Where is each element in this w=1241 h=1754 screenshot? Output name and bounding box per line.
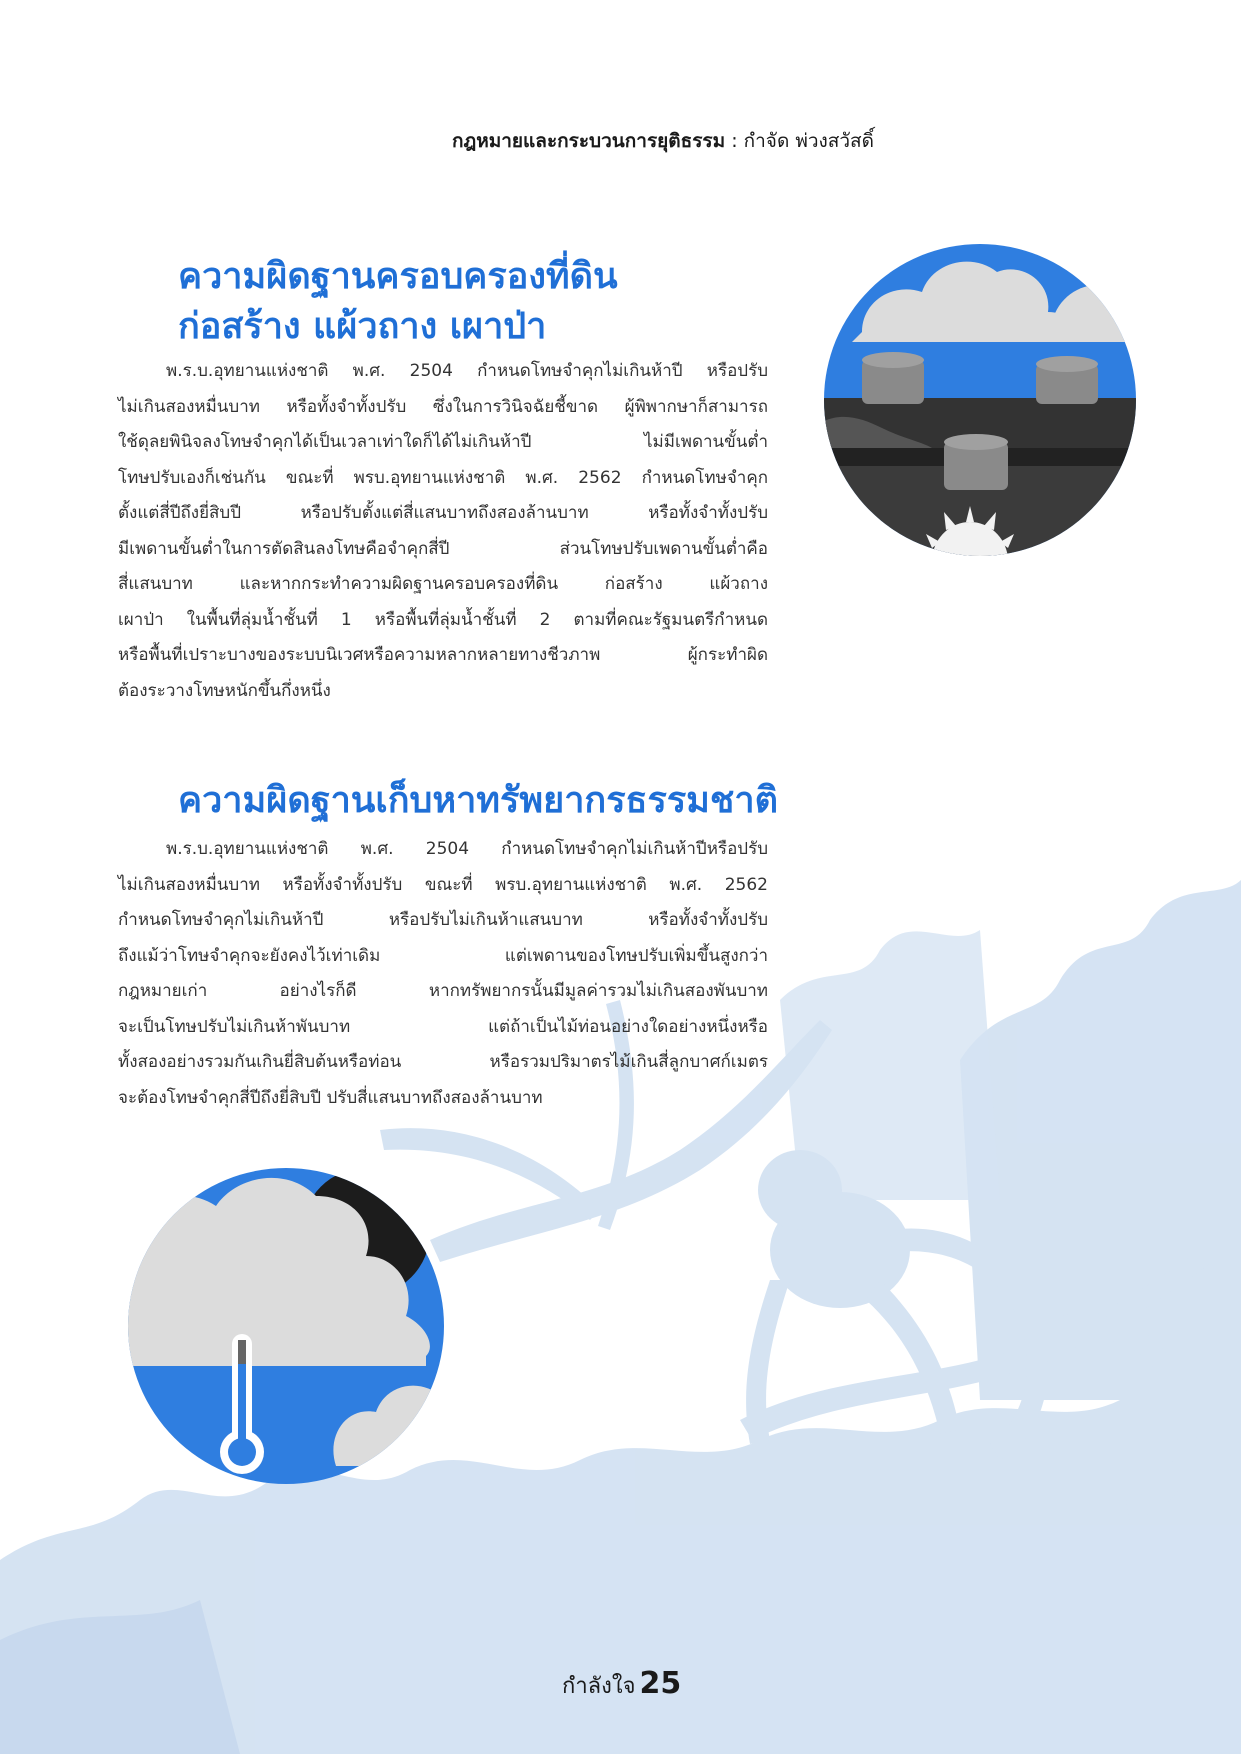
running-header (0, 126, 874, 156)
text-line: ใช้ดุลยพินิจลงโทษจำคุกได้เป็นเวลาเท่าใดก็ได้ไม่เกินห้าปี ไม่มีเพดานขั้นต่ำ (118, 432, 768, 452)
section1-heading (178, 252, 618, 352)
text-line: กฎหมายเก่า อย่างไรก็ดี หากทรัพยากรนั้นมีมูลค่ารวมไม่เกินสองพันบาท (118, 981, 768, 1001)
thermometer-cloud-circle-illustration (126, 1166, 446, 1486)
text-line: โทษปรับเองก็เช่นกัน ขณะที่ พรบ.อุทยานแห่งชาติ พ.ศ. 2562 กำหนดโทษจำคุก (118, 467, 768, 488)
page-number: 25 (639, 1666, 682, 1701)
section1-body (118, 354, 768, 709)
section2-body (118, 832, 768, 1116)
text-line: ไม่เกินสองหมื่นบาท หรือทั้งจำทั้งปรับ ซึ่งในการวินิจฉัยชี้ขาด ผู้พิพากษาก็สามารถ (118, 396, 768, 417)
section1-heading-line1: ความผิดฐานครอบครองที่ดิน (178, 256, 618, 297)
text-line: ต้องระวางโทษหนักขึ้นกึ่งหนึ่ง (118, 680, 331, 701)
header-author: : กำจัด พ่วงสวัสดิ์ (725, 130, 874, 152)
section2-heading (178, 776, 778, 826)
section1-heading-line2: ก่อสร้าง แผ้วถาง เผาป่า (178, 306, 547, 347)
text-line: เผาป่า ในพื้นที่ลุ่มน้ำชั้นที่ 1 หรือพื้นที่ลุ่มน้ำชั้นที่ 2 ตามที่คณะรัฐมนตรีกำหนด (118, 609, 768, 630)
text-line: พ.ร.บ.อุทยานแห่งชาติ พ.ศ. 2504 กำหนดโทษจำคุกไม่เกินห้าปี หรือปรับ (166, 361, 768, 381)
text-line: ไม่เกินสองหมื่นบาท หรือทั้งจำทั้งปรับ ขณะที่ พรบ.อุทยานแห่งชาติ พ.ศ. 2562 (118, 874, 768, 895)
footer-label: กำลังใจ (562, 1674, 636, 1699)
tree-stump-circle-illustration (822, 242, 1138, 558)
text-line: จะต้องโทษจำคุกสี่ปีถึงยี่สิบปี ปรับสี่แสนบาทถึงสองล้านบาท (118, 1087, 543, 1108)
text-line: หรือพื้นที่เปราะบางของระบบนิเวศหรือความหลากหลายทางชีวภาพ ผู้กระทำผิด (118, 645, 768, 665)
text-line: พ.ร.บ.อุทยานแห่งชาติ พ.ศ. 2504 กำหนดโทษจำคุกไม่เกินห้าปีหรือปรับ (166, 839, 768, 859)
text-line: ถึงแม้ว่าโทษจำคุกจะยังคงไว้เท่าเดิม แต่เพดานของโทษปรับเพิ่มขึ้นสูงกว่า (118, 945, 768, 966)
text-line: มีเพดานขั้นต่ำในการตัดสินลงโทษคือจำคุกสี่ปี ส่วนโทษปรับเพดานขั้นต่ำคือ (118, 538, 768, 559)
text-line: สี่แสนบาท และหากกระทำความผิดฐานครอบครองที่ดิน ก่อสร้าง แผ้วถาง (118, 574, 768, 594)
text-line: กำหนดโทษจำคุกไม่เกินห้าปี หรือปรับไม่เกินห้าแสนบาท หรือทั้งจำทั้งปรับ (118, 910, 768, 930)
text-line: ตั้งแต่สี่ปีถึงยี่สิบปี หรือปรับตั้งแต่สี่แสนบาทถึงสองล้านบาท หรือทั้งจำทั้งปรับ (118, 503, 768, 523)
text-line: ทั้งสองอย่างรวมกันเกินยี่สิบต้นหรือท่อน หรือรวมปริมาตรไม้เกินสี่ลูกบาศก์เมตร (118, 1052, 768, 1072)
header-title: กฎหมายและกระบวนการยุติธรรม (451, 130, 726, 152)
text-line: จะเป็นโทษปรับไม่เกินห้าพันบาท แต่ถ้าเป็นไม้ท่อนอย่างใดอย่างหนึ่งหรือ (118, 1016, 768, 1037)
section2-heading-text: ความผิดฐานเก็บหาทรัพยากรธรรมชาติ (178, 780, 778, 821)
page-footer (562, 1666, 681, 1703)
